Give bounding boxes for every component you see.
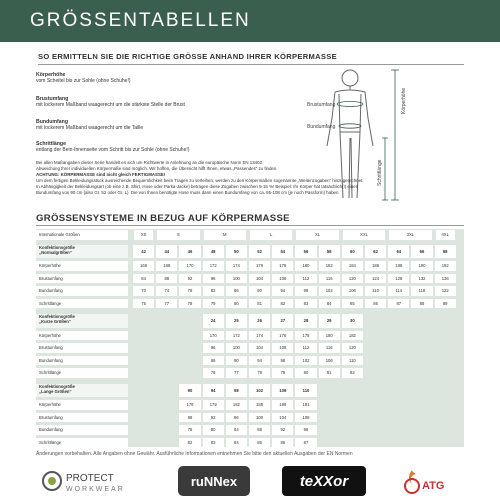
value-cell: 83 <box>203 438 224 448</box>
value-cell: 96 <box>226 413 247 423</box>
value-cell: 88 <box>249 425 270 435</box>
value-cell: 110 <box>365 286 386 296</box>
measurement-title: Körperhöhe <box>36 72 66 78</box>
group-subheader: „Kurze Größen“ <box>39 319 71 324</box>
value-cell: 102 <box>319 286 340 296</box>
intl-size-label: Internationale Größen <box>36 230 128 240</box>
empty-cell <box>435 343 456 353</box>
value-cell: 178 <box>295 331 316 341</box>
measurement-desc: vom Scheitel bis zur Sohle (ohne Schuhe!) <box>36 78 131 85</box>
measurement-title: Brustumfang <box>36 96 69 102</box>
empty-cell <box>388 413 409 423</box>
empty-cell <box>133 438 154 448</box>
value-cell: 106 <box>319 356 340 366</box>
value-cell: 179 <box>203 400 224 410</box>
value-cell: 104 <box>249 274 270 284</box>
empty-cell <box>388 368 409 378</box>
intl-size-cell: XS <box>134 230 153 240</box>
empty-cell <box>365 331 386 341</box>
value-cell: 82 <box>179 438 200 448</box>
empty-cell <box>133 368 154 378</box>
size-cell: 54 <box>272 245 293 259</box>
size-cell: 25 <box>226 314 247 328</box>
value-cell: 86 <box>272 438 293 448</box>
value-cell: 170 <box>179 261 200 271</box>
value-cell: 92 <box>203 413 224 423</box>
empty-cell <box>156 331 177 341</box>
size-cell: 66 <box>411 245 432 259</box>
empty-cell <box>156 356 177 366</box>
size-cell: 44 <box>156 245 177 259</box>
atg-logo-text: ATG <box>422 480 445 492</box>
intro-line: Bei allen Maßangaben dieser Serie handelt es sich um Richtwerte in Anlehnung an die europäische Norm EN 13402. <box>36 160 264 165</box>
measurement-title: Bundumfang <box>36 119 68 125</box>
value-cell: 78 <box>179 425 200 435</box>
brand-logos <box>0 462 500 500</box>
intro-warning: ACHTUNG: KÖRPERMASSE sind nicht gleich FERTIGMASSE! <box>36 171 166 177</box>
konfektion-size-row <box>36 244 464 260</box>
atg-logo <box>398 466 448 496</box>
value-cell: 89 <box>435 299 456 309</box>
intl-size-cell: XXL <box>343 230 385 240</box>
value-cell: 90 <box>226 356 247 366</box>
empty-cell <box>342 425 363 435</box>
size-cell: 48 <box>203 245 224 259</box>
value-cell: 83 <box>295 299 316 309</box>
empty-cell <box>435 438 456 448</box>
value-cell: 176 <box>272 331 293 341</box>
value-cell: 84 <box>319 299 340 309</box>
value-cell: 84 <box>226 438 247 448</box>
measurement-row <box>36 355 464 367</box>
value-cell: 92 <box>179 274 200 284</box>
divider <box>36 225 464 226</box>
value-cell: 86 <box>226 286 247 296</box>
value-cell: 82 <box>342 368 363 378</box>
value-cell: 178 <box>272 261 293 271</box>
value-cell: 77 <box>156 299 177 309</box>
empty-cell <box>342 384 363 398</box>
empty-cell <box>365 413 386 423</box>
empty-cell <box>365 438 386 448</box>
figure-label-chest: Brustumfang <box>307 102 336 108</box>
value-cell: 81 <box>249 299 270 309</box>
value-cell: 100 <box>249 413 270 423</box>
size-cell: 30 <box>342 314 363 328</box>
empty-cell <box>319 413 340 423</box>
size-cell: 62 <box>365 245 386 259</box>
value-cell: 98 <box>272 356 293 366</box>
size-cell: 60 <box>342 245 363 259</box>
size-cell: 90 <box>179 384 200 398</box>
value-cell: 74 <box>156 286 177 296</box>
measurement-label: Körperhöhe <box>36 400 128 410</box>
size-cell: 106 <box>272 384 293 398</box>
protect-logo-text: PROTECT <box>66 473 114 484</box>
empty-cell <box>133 384 154 398</box>
size-cell: 58 <box>319 245 340 259</box>
measurement-title: Schrittlänge <box>36 141 66 147</box>
measurement-row <box>36 399 464 411</box>
value-cell: 86 <box>203 356 224 366</box>
measurement-label: Brustumfang <box>36 343 128 353</box>
value-cell: 96 <box>203 274 224 284</box>
size-cell: 24 <box>203 314 224 328</box>
empty-cell <box>388 384 409 398</box>
value-cell: 84 <box>226 425 247 435</box>
value-cell: 78 <box>179 286 200 296</box>
texxor-logo <box>282 466 366 496</box>
size-cell: 29 <box>319 314 340 328</box>
size-cell: 42 <box>133 245 154 259</box>
value-cell: 190 <box>411 261 432 271</box>
value-cell: 168 <box>156 261 177 271</box>
value-cell: 94 <box>272 286 293 296</box>
value-cell: 78 <box>249 368 270 378</box>
value-cell: 94 <box>249 356 270 366</box>
empty-cell <box>411 368 432 378</box>
value-cell: 79 <box>272 368 293 378</box>
empty-cell <box>365 356 386 366</box>
value-cell: 170 <box>203 331 224 341</box>
value-cell: 108 <box>272 343 293 353</box>
value-cell: 84 <box>133 274 154 284</box>
value-cell: 188 <box>388 261 409 271</box>
measurement-label: Bundumfang <box>36 356 128 366</box>
konfektion-size-row <box>36 313 464 329</box>
empty-cell <box>365 400 386 410</box>
empty-cell <box>319 384 340 398</box>
empty-cell <box>342 438 363 448</box>
value-cell: 182 <box>319 261 340 271</box>
empty-cell <box>388 343 409 353</box>
empty-cell <box>133 413 154 423</box>
value-cell: 174 <box>249 331 270 341</box>
measurement-label: Schrittlänge <box>36 438 128 448</box>
value-cell: 76 <box>203 368 224 378</box>
measurement-row <box>36 260 464 272</box>
value-cell: 128 <box>388 274 409 284</box>
group-subheader: „Lange Größen“ <box>39 388 72 394</box>
empty-cell <box>411 343 432 353</box>
empty-cell <box>133 425 154 435</box>
empty-cell <box>319 438 340 448</box>
value-cell: 120 <box>342 343 363 353</box>
measurement-row <box>36 412 464 424</box>
empty-cell <box>342 400 363 410</box>
size-cell: 50 <box>226 245 247 259</box>
empty-cell <box>365 314 386 328</box>
value-cell: 112 <box>295 274 316 284</box>
size-table <box>36 229 464 447</box>
empty-cell <box>435 314 456 328</box>
value-cell: 166 <box>133 261 154 271</box>
intl-size-cell: 4XL <box>436 230 455 240</box>
figure-label-inseam: Schrittlänge <box>377 159 383 186</box>
value-cell: 78 <box>179 299 200 309</box>
empty-cell <box>435 368 456 378</box>
empty-cell <box>411 356 432 366</box>
section-title: GRÖSSENSYSTEME IN BEZUG AUF KÖRPERMASSE <box>36 213 290 224</box>
value-cell: 132 <box>411 274 432 284</box>
empty-cell <box>342 413 363 423</box>
measurement-row <box>36 342 464 354</box>
intl-size-cell: 3XL <box>389 230 431 240</box>
intl-size-cell: M <box>204 230 246 240</box>
value-cell: 185 <box>249 400 270 410</box>
value-cell: 188 <box>272 400 293 410</box>
measurement-row <box>36 298 464 310</box>
group-subheader: „Normalgrößen“ <box>39 249 72 255</box>
empty-cell <box>179 314 200 328</box>
measurement-row <box>36 273 464 285</box>
empty-cell <box>133 356 154 366</box>
value-cell: 108 <box>272 274 293 284</box>
value-cell: 98 <box>295 286 316 296</box>
empty-cell <box>388 356 409 366</box>
value-cell: 88 <box>411 299 432 309</box>
value-cell: 110 <box>342 356 363 366</box>
konfektion-size-label <box>36 384 128 398</box>
value-cell: 180 <box>319 331 340 341</box>
empty-cell <box>156 413 177 423</box>
measurement-row <box>36 424 464 436</box>
size-cell: 94 <box>203 384 224 398</box>
empty-cell <box>319 425 340 435</box>
size-cell: 46 <box>179 245 200 259</box>
empty-cell <box>435 413 456 423</box>
empty-cell <box>365 368 386 378</box>
figure-label-height: Körperhöhe <box>401 87 407 114</box>
protect-workwear-logo <box>40 466 150 496</box>
value-cell: 80 <box>295 368 316 378</box>
empty-cell <box>156 438 177 448</box>
value-cell: 120 <box>342 274 363 284</box>
value-cell: 184 <box>342 261 363 271</box>
figure-label-waist: Bundumfang <box>307 124 336 130</box>
value-cell: 116 <box>319 343 340 353</box>
value-cell: 85 <box>342 299 363 309</box>
divider <box>38 64 464 65</box>
value-cell: 92 <box>272 425 293 435</box>
group-header: Konfektionsgröße <box>39 314 75 319</box>
texxor-logo-text: teXXor <box>299 472 349 490</box>
value-cell: 96 <box>295 425 316 435</box>
value-cell: 81 <box>319 368 340 378</box>
measurement-label: Bundumfang <box>36 286 128 296</box>
empty-cell <box>411 331 432 341</box>
runnex-logo-text: ruNNex <box>190 473 238 489</box>
empty-cell <box>365 425 386 435</box>
value-cell: 108 <box>295 413 316 423</box>
value-cell: 100 <box>226 274 247 284</box>
value-cell: 100 <box>226 343 247 353</box>
measurement-desc: mit lockerem Maßband waagerecht um die Taille <box>36 125 144 132</box>
konfektion-size-row <box>36 383 464 399</box>
empty-cell <box>411 413 432 423</box>
intro-line: Um dem fertigen Bekleidungsstück ausreichende Bequemlichkeit beim Tragen zu verleihen, werden zu den Körpermaßen sogenannte „Weitenzugaben“ hinzugerechnet. <box>36 177 364 183</box>
value-cell: 176 <box>249 261 270 271</box>
measurement-inseam <box>36 141 189 154</box>
value-cell: 96 <box>203 343 224 353</box>
runnex-logo <box>178 466 250 496</box>
intro-text <box>36 160 456 195</box>
size-cell: 56 <box>295 245 316 259</box>
empty-cell <box>179 331 200 341</box>
value-cell: 116 <box>319 274 340 284</box>
measurement-row <box>36 367 464 379</box>
value-cell: 79 <box>203 299 224 309</box>
empty-cell <box>388 314 409 328</box>
value-cell: 77 <box>226 368 247 378</box>
empty-cell <box>411 425 432 435</box>
empty-cell <box>156 343 177 353</box>
empty-cell <box>435 400 456 410</box>
empty-cell <box>411 314 432 328</box>
value-cell: 192 <box>435 261 456 271</box>
measurement-desc: entlang der Bein-Innenseite vom Schritt bis zur Sohle (ohne Schuhe!) <box>36 147 190 154</box>
empty-cell <box>411 400 432 410</box>
empty-cell <box>365 343 386 353</box>
value-cell: 88 <box>156 274 177 284</box>
empty-cell <box>388 425 409 435</box>
intro-line: Abweichung Ihrer individuellen Körpermaße sind möglich. Wir hoffen, die Übersicht hilft Ihnen, etwas „Passendes“ zu finden. <box>36 165 278 171</box>
empty-cell <box>411 384 432 398</box>
empty-cell <box>133 400 154 410</box>
empty-cell <box>435 331 456 341</box>
value-cell: 180 <box>295 261 316 271</box>
workwear-logo-text: WORKWEAR <box>66 486 125 493</box>
value-cell: 87 <box>295 438 316 448</box>
measurement-label: Brustumfang <box>36 274 128 284</box>
empty-cell <box>133 331 154 341</box>
value-cell: 106 <box>342 286 363 296</box>
empty-cell <box>156 384 177 398</box>
measurement-label: Körperhöhe <box>36 261 128 271</box>
size-cell: 27 <box>272 314 293 328</box>
empty-cell <box>156 314 177 328</box>
measurement-waist <box>36 119 143 132</box>
value-cell: 174 <box>226 261 247 271</box>
value-cell: 80 <box>203 425 224 435</box>
value-cell: 172 <box>203 261 224 271</box>
measurement-chest <box>36 96 185 109</box>
empty-cell <box>133 314 154 328</box>
intro-line: Bundumfang von 90 cm (also Gr. 52 oder Gr. L). Die von Ihnen benötigte Hose muss dann einen Bundumfang von ca. 95-108 cm (je noch Passform) haben. <box>36 189 340 195</box>
empty-cell <box>435 356 456 366</box>
value-cell: 114 <box>388 286 409 296</box>
value-cell: 186 <box>365 261 386 271</box>
size-cell: 52 <box>249 245 270 259</box>
value-cell: 118 <box>411 286 432 296</box>
konfektion-size-label <box>36 245 128 259</box>
intro-line: In Abhängigkeit der Bekleidungsart (ob eine z.B. Shirt, Hose oder Parka-Jacke) betragen diese Zugaben zwischen 5-15 %! Beispiel: Ihr Körper hat tatsächlich(!) einen <box>36 183 359 189</box>
value-cell: 85 <box>249 438 270 448</box>
size-cell: 98 <box>226 384 247 398</box>
value-cell: 172 <box>226 331 247 341</box>
empty-cell <box>133 343 154 353</box>
empty-cell <box>388 438 409 448</box>
value-cell: 182 <box>342 331 363 341</box>
value-cell: 122 <box>435 286 456 296</box>
intl-size-row <box>36 229 464 241</box>
value-cell: 86 <box>365 299 386 309</box>
value-cell: 182 <box>226 400 247 410</box>
size-cell: 64 <box>388 245 409 259</box>
measurement-label: Körperhöhe <box>36 331 128 341</box>
measurement-desc: mit lockerem Maßband waagerecht um die stärkste Stelle der Brust <box>36 102 185 109</box>
measurement-label: Schrittlänge <box>36 368 128 378</box>
measurement-height <box>36 72 131 85</box>
empty-cell <box>411 438 432 448</box>
value-cell: 82 <box>272 299 293 309</box>
empty-cell <box>435 425 456 435</box>
value-cell: 191 <box>295 400 316 410</box>
value-cell: 90 <box>249 286 270 296</box>
section-subtitle: SO ERMITTELN SIE DIE RICHTIGE GRÖSSE ANHAND IHRER KÖRPERMASSE <box>38 52 338 61</box>
empty-cell <box>179 368 200 378</box>
measurement-label: Brustumfang <box>36 413 128 423</box>
empty-cell <box>156 425 177 435</box>
value-cell: 82 <box>203 286 224 296</box>
value-cell: 124 <box>365 274 386 284</box>
value-cell: 178 <box>179 400 200 410</box>
intl-size-cell: S <box>157 230 199 240</box>
value-cell: 87 <box>388 299 409 309</box>
empty-cell <box>435 384 456 398</box>
empty-cell <box>156 368 177 378</box>
empty-cell <box>388 400 409 410</box>
intl-size-cell: XL <box>296 230 338 240</box>
size-cell: 26 <box>249 314 270 328</box>
group-header: Konfektionsgröße <box>39 244 75 250</box>
page-header <box>0 0 500 42</box>
footer-note: Änderungen vorbehalten. Alle Angaben ohne Gewähr. Ausführliche Informationen entnehmen Sie bitte den aktuellen Ausgaben der EN Normen <box>36 451 353 457</box>
group-header: Konfektionsgröße <box>39 383 75 389</box>
empty-cell <box>365 384 386 398</box>
value-cell: 136 <box>435 274 456 284</box>
measurement-row <box>36 437 464 449</box>
measurement-row <box>36 285 464 297</box>
size-cell: 110 <box>295 384 316 398</box>
value-cell: 104 <box>249 343 270 353</box>
size-cell: 102 <box>249 384 270 398</box>
value-cell: 80 <box>226 299 247 309</box>
size-cell: 68 <box>435 245 456 259</box>
value-cell: 102 <box>295 356 316 366</box>
empty-cell <box>388 331 409 341</box>
value-cell: 88 <box>179 413 200 423</box>
intl-size-cell: L <box>250 230 292 240</box>
empty-cell <box>179 343 200 353</box>
value-cell: 75 <box>133 299 154 309</box>
measurement-label: Schrittlänge <box>36 299 128 309</box>
empty-cell <box>179 356 200 366</box>
empty-cell <box>319 400 340 410</box>
konfektion-size-label <box>36 314 128 328</box>
measurement-label: Bundumfang <box>36 425 128 435</box>
value-cell: 70 <box>133 286 154 296</box>
empty-cell <box>156 400 177 410</box>
value-cell: 104 <box>272 413 293 423</box>
size-cell: 28 <box>295 314 316 328</box>
value-cell: 112 <box>295 343 316 353</box>
page-title: GRÖSSENTABELLEN <box>30 10 251 31</box>
measurement-row <box>36 330 464 342</box>
